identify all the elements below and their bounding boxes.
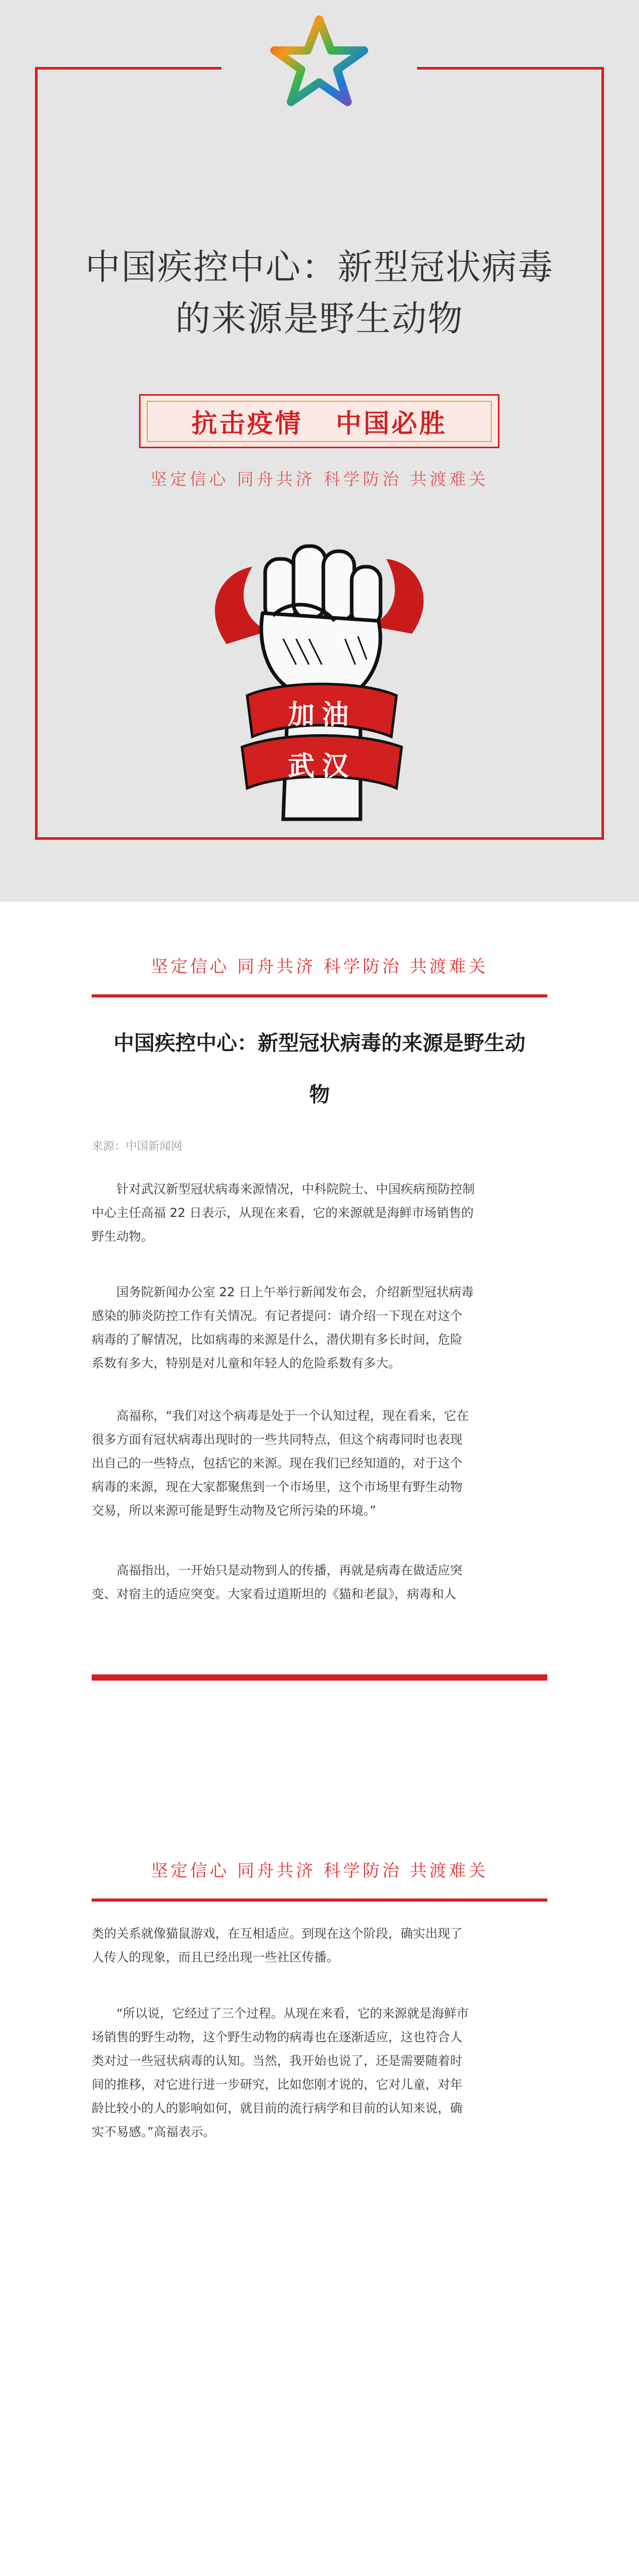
rainbow-star-icon bbox=[270, 15, 368, 108]
card2-paragraph-1 bbox=[92, 1922, 547, 1969]
card1-paragraph-4 bbox=[92, 1558, 547, 1606]
fist-text-bottom: 武汉 bbox=[287, 751, 356, 782]
cover-banner-inner bbox=[147, 401, 492, 442]
cover-slogan: 坚定信心 同舟共济 科学防治 共渡难关 bbox=[150, 469, 489, 489]
line: 系数有多大，特别是对儿童和年轻人的危险系数有多大。 bbox=[92, 1356, 401, 1370]
line: 高福指出，一开始只是动物到人的传播，再就是病毒在做适应突 bbox=[116, 1563, 462, 1578]
article-title-line-2: 物 bbox=[309, 1083, 330, 1107]
cover-title-line-1: 中国疾控中心：新型冠状病毒 bbox=[85, 247, 554, 288]
line: 出自己的一些特点，包括它的来源。现在我们已经知道的，对于这个 bbox=[92, 1456, 462, 1470]
line: 野生动物。 bbox=[92, 1229, 153, 1244]
line: 感染的肺炎防控工作有关情况。有记者提问：请介绍一下现在对这个 bbox=[92, 1309, 462, 1323]
card1-paragraph-3 bbox=[92, 1404, 547, 1522]
line: 国务院新闻办公室 22 日上午举行新闻发布会，介绍新型冠状病毒 bbox=[116, 1285, 474, 1299]
line: 高福称，“我们对这个病毒是处于一个认知过程，现在看来，它在 bbox=[116, 1409, 469, 1423]
line: 场销售的野生动物，这个野生动物的病毒也在逐渐适应，这也符合人 bbox=[92, 2030, 462, 2044]
card1-bottom-rule bbox=[92, 1674, 547, 1681]
line: 间的推移，对它进行进一步研究，比如您刚才说的，它对儿童，对年 bbox=[92, 2077, 462, 2092]
line: 中心主任高福 22 日表示，从现在来看，它的来源就是海鲜市场销售的 bbox=[92, 1206, 474, 1220]
line: 病毒的了解情况，比如病毒的来源是什么，潜伏期有多长时间，危险 bbox=[92, 1332, 462, 1347]
card2-paragraph-2 bbox=[92, 2002, 547, 2144]
line: 很多方面有冠状病毒出现时的一些共同特点，但这个病毒同时也表现 bbox=[92, 1432, 462, 1447]
card2-top-rule bbox=[92, 1899, 547, 1902]
line: 类的关系就像猫鼠游戏，在互相适应。到现在这个阶段，确实出现了 bbox=[92, 1926, 462, 1941]
line: 针对武汉新型冠状病毒来源情况，中科院院士、中国疾病预防控制 bbox=[116, 1182, 475, 1196]
banner-text-left: 抗击疫情 bbox=[191, 408, 303, 438]
line: 人传人的现象，而且已经出现一些社区传播。 bbox=[92, 1950, 339, 1964]
line: 交易，所以来源可能是野生动物及它所污染的环境。” bbox=[92, 1503, 376, 1518]
line: 变、对宿主的适应突变。大家看过道斯坦的《猫和老鼠》，病毒和人 bbox=[92, 1587, 456, 1601]
cover-title-line-2: 的来源是野生动物 bbox=[175, 299, 464, 340]
article-source: 来源：中国新闻网 bbox=[92, 1140, 183, 1153]
card1-slogan: 坚定信心 同舟共济 科学防治 共渡难关 bbox=[151, 956, 488, 976]
article-title bbox=[92, 1018, 547, 1121]
article-title-line-1: 中国疾控中心：新型冠状病毒的来源是野生动 bbox=[113, 1031, 526, 1055]
raised-fist-illustration bbox=[206, 510, 433, 829]
card2-slogan: 坚定信心 同舟共济 科学防治 共渡难关 bbox=[151, 1860, 488, 1880]
line: 实不易感。”高福表示。 bbox=[92, 2125, 216, 2139]
cover-banner bbox=[139, 394, 499, 448]
line: 病毒的来源，现在大家都聚焦到一个市场里，这个市场里有野生动物 bbox=[92, 1480, 462, 1494]
cover-title bbox=[67, 242, 572, 345]
card1-top-rule bbox=[92, 994, 547, 997]
line: 龄比较小的人的影响如何，就目前的流行病学和目前的认知来说，确 bbox=[92, 2101, 462, 2115]
banner-text-right: 中国必胜 bbox=[336, 408, 447, 438]
line: “所以说，它经过了三个过程。从现在来看，它的来源就是海鲜市 bbox=[116, 2006, 469, 2021]
fist-text-top: 加油 bbox=[287, 700, 356, 731]
card1-paragraph-1 bbox=[92, 1177, 547, 1248]
card1-paragraph-2 bbox=[92, 1280, 547, 1375]
line: 类对过一些冠状病毒的认知。当然，我开始也说了，还是需要随着时 bbox=[92, 2054, 462, 2068]
